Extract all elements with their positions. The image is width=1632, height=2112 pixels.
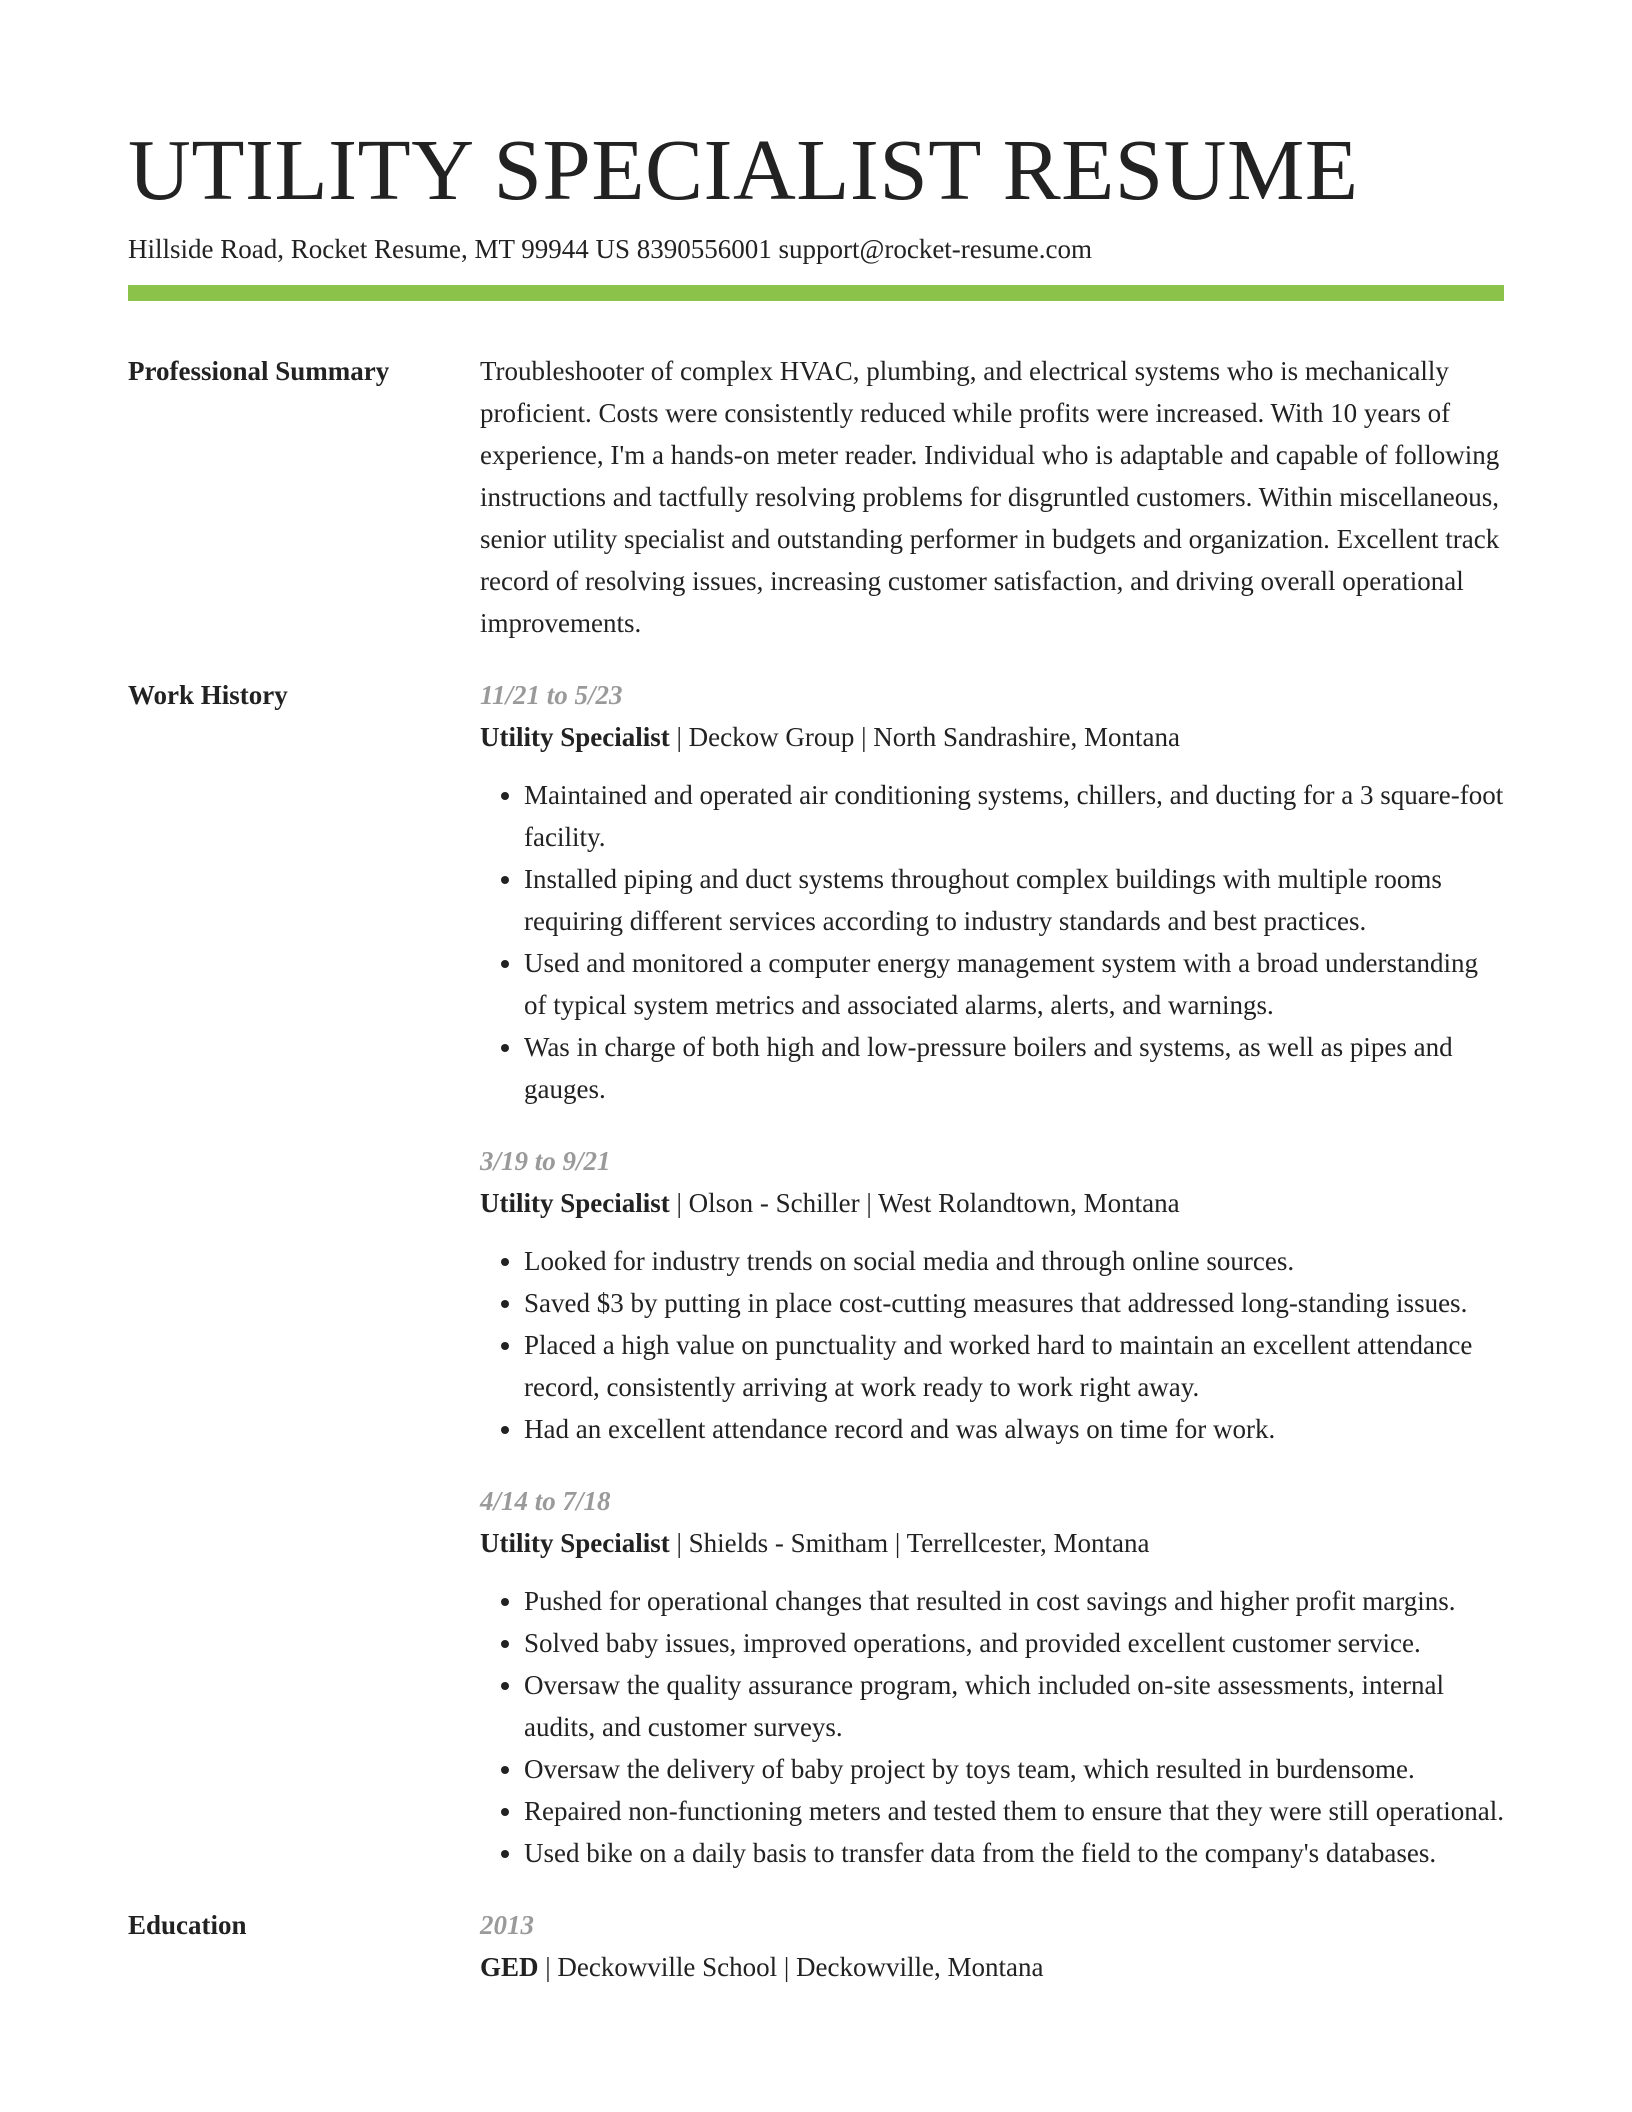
job-details: | Shields - Smitham | Terrellcester, Montana [669, 1528, 1150, 1558]
job-bullet: • Saved $3 by putting in place cost-cutting measures that addressed long-standing issues. [524, 1282, 1504, 1324]
job-title-line [480, 716, 1504, 758]
education-label: Education [128, 1910, 247, 1940]
work-history-section [128, 674, 1504, 1874]
job-role: Utility Specialist [480, 1188, 670, 1218]
job-details: | Deckow Group | North Sandrashire, Montana [669, 722, 1180, 752]
job-entry [480, 674, 1504, 1110]
job-dates: 4/14 to 7/18 [480, 1486, 611, 1516]
job-role: Utility Specialist [480, 1528, 670, 1558]
education-body [480, 1904, 1504, 1988]
job-entry [480, 1140, 1504, 1450]
job-bullet: • Had an excellent attendance record and was always on time for work. [524, 1408, 1504, 1450]
job-role: Utility Specialist [480, 722, 670, 752]
job-bullet: • Maintained and operated air conditioning systems, chillers, and ducting for a 3 square-foot facility. [524, 774, 1504, 858]
work-history-body [480, 674, 1504, 1874]
education-details: | Deckowville School | Deckowville, Montana [538, 1952, 1044, 1982]
job-details: | Olson - Schiller | West Rolandtown, Montana [669, 1188, 1180, 1218]
summary-label: Professional Summary [128, 356, 390, 386]
education-line [480, 1946, 1504, 1988]
job-bullets [480, 1580, 1504, 1874]
job-bullet: • Oversaw the delivery of baby project by toys team, which resulted in burdensome. [524, 1748, 1504, 1790]
job-bullet: • Repaired non-functioning meters and tested them to ensure that they were still operational. [524, 1790, 1504, 1832]
summary-section [128, 350, 1504, 644]
contact-line: Hillside Road, Rocket Resume, MT 99944 US 8390556001 support@rocket-resume.com [128, 234, 1092, 264]
job-bullet: • Placed a high value on punctuality and worked hard to maintain an excellent attendance record, consistently arriving at work ready to work right away. [524, 1324, 1504, 1408]
education-section [128, 1904, 1504, 1988]
job-bullet: • Was in charge of both high and low-pressure boilers and systems, as well as pipes and gauges. [524, 1026, 1504, 1110]
job-bullets [480, 1240, 1504, 1450]
job-bullet: • Solved baby issues, improved operations, and provided excellent customer service. [524, 1622, 1504, 1664]
job-dates: 11/21 to 5/23 [480, 680, 623, 710]
resume-title: UTILITY SPECIALIST RESUME [128, 121, 1359, 218]
job-dates: 3/19 to 9/21 [480, 1146, 611, 1176]
summary-body [480, 350, 1504, 644]
job-bullets [480, 774, 1504, 1110]
resume-sections [128, 350, 1504, 2018]
education-degree: GED [480, 1952, 539, 1982]
job-bullet: • Used and monitored a computer energy management system with a broad understanding of typical system metrics and associated alarms, alerts, and warnings. [524, 942, 1504, 1026]
job-bullet: • Oversaw the quality assurance program, which included on-site assessments, internal audits, and customer surveys. [524, 1664, 1504, 1748]
job-entry [480, 1480, 1504, 1874]
job-title-line [480, 1522, 1504, 1564]
job-bullet: • Pushed for operational changes that resulted in cost savings and higher profit margins. [524, 1580, 1504, 1622]
job-bullet: • Looked for industry trends on social media and through online sources. [524, 1240, 1504, 1282]
work-history-label: Work History [128, 680, 288, 710]
job-bullet: • Installed piping and duct systems throughout complex buildings with multiple rooms requiring different services according to industry standards and best practices. [524, 858, 1504, 942]
education-dates: 2013 [480, 1910, 534, 1940]
summary-text: Troubleshooter of complex HVAC, plumbing, and electrical systems who is mechanically proficient. Costs were consistently reduced while profits were increased. With 10 years of experience, I'm a hands-on meter reader. Individual who is adaptable and capable of following instructions and tactfully resolving problems for disgruntled customers. Within miscellaneous, senior utility specialist and outstanding performer in budgets and organization. Excellent track record of resolving issues, increasing customer satisfaction, and driving overall operational improvements. [480, 356, 1500, 638]
job-bullet: • Used bike on a daily basis to transfer data from the field to the company's databases. [524, 1832, 1504, 1874]
header-divider [128, 285, 1504, 301]
job-title-line [480, 1182, 1504, 1224]
